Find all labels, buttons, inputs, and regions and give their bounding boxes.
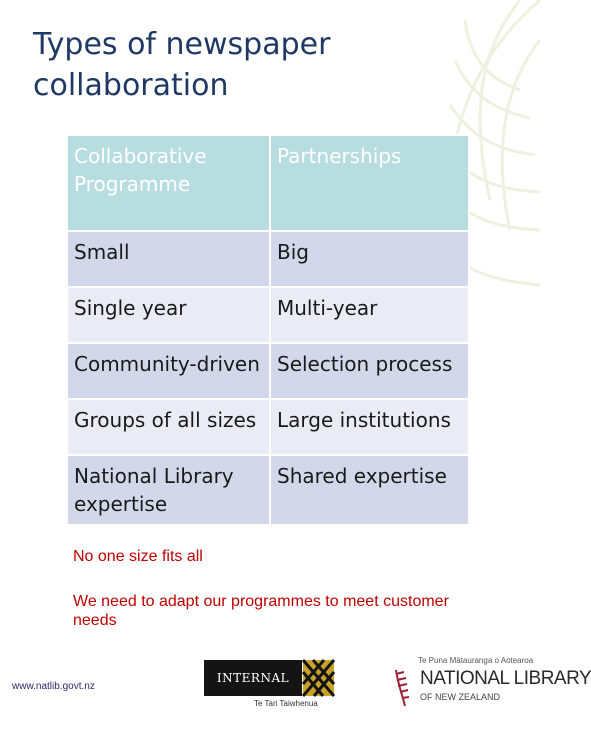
table-cell: Multi-year [270,287,469,343]
fern-leaf-icon [392,666,418,706]
table-row [67,287,469,343]
table-cell: Selection process [270,343,469,399]
national-library-subtitle: OF NEW ZEALAND [420,692,501,702]
header-cell: Collaborative Programme [67,135,270,231]
internal-affairs-subtitle: Te Tari Taiwhenua [254,699,318,708]
national-library-logo [392,656,591,714]
internal-affairs-wordmark: INTERNAL AFFAIRS [204,660,302,696]
table-row [67,399,469,455]
comparison-table [66,134,470,526]
table-cell: Big [270,231,469,287]
table-cell: Shared expertise [270,455,469,525]
table-cell: Single year [67,287,270,343]
table-row [67,343,469,399]
internal-affairs-logo [204,660,334,721]
table-header-row [67,135,469,231]
table-cell: Small [67,231,270,287]
table-row [67,455,469,525]
table-cell: National Library expertise [67,455,270,525]
header-cell: Partnerships [270,135,469,231]
national-library-maori-name: Te Puna Mātauranga o Aotearoa [418,656,534,665]
table-cell: Large institutions [270,399,469,455]
table-cell: Community-driven [67,343,270,399]
slide-title: Types of newspaper collaboration [33,27,331,103]
footer-url[interactable]: www.natlib.govt.nz [12,681,95,692]
table-cell: Groups of all sizes [67,399,270,455]
note-line-1: No one size fits all [73,548,203,565]
table-row [67,231,469,287]
note-line-2: We need to adapt our programmes to meet customer needs [73,593,449,629]
national-library-name: NATIONAL LIBRARY [420,668,591,689]
internal-affairs-pattern-icon [303,660,334,696]
